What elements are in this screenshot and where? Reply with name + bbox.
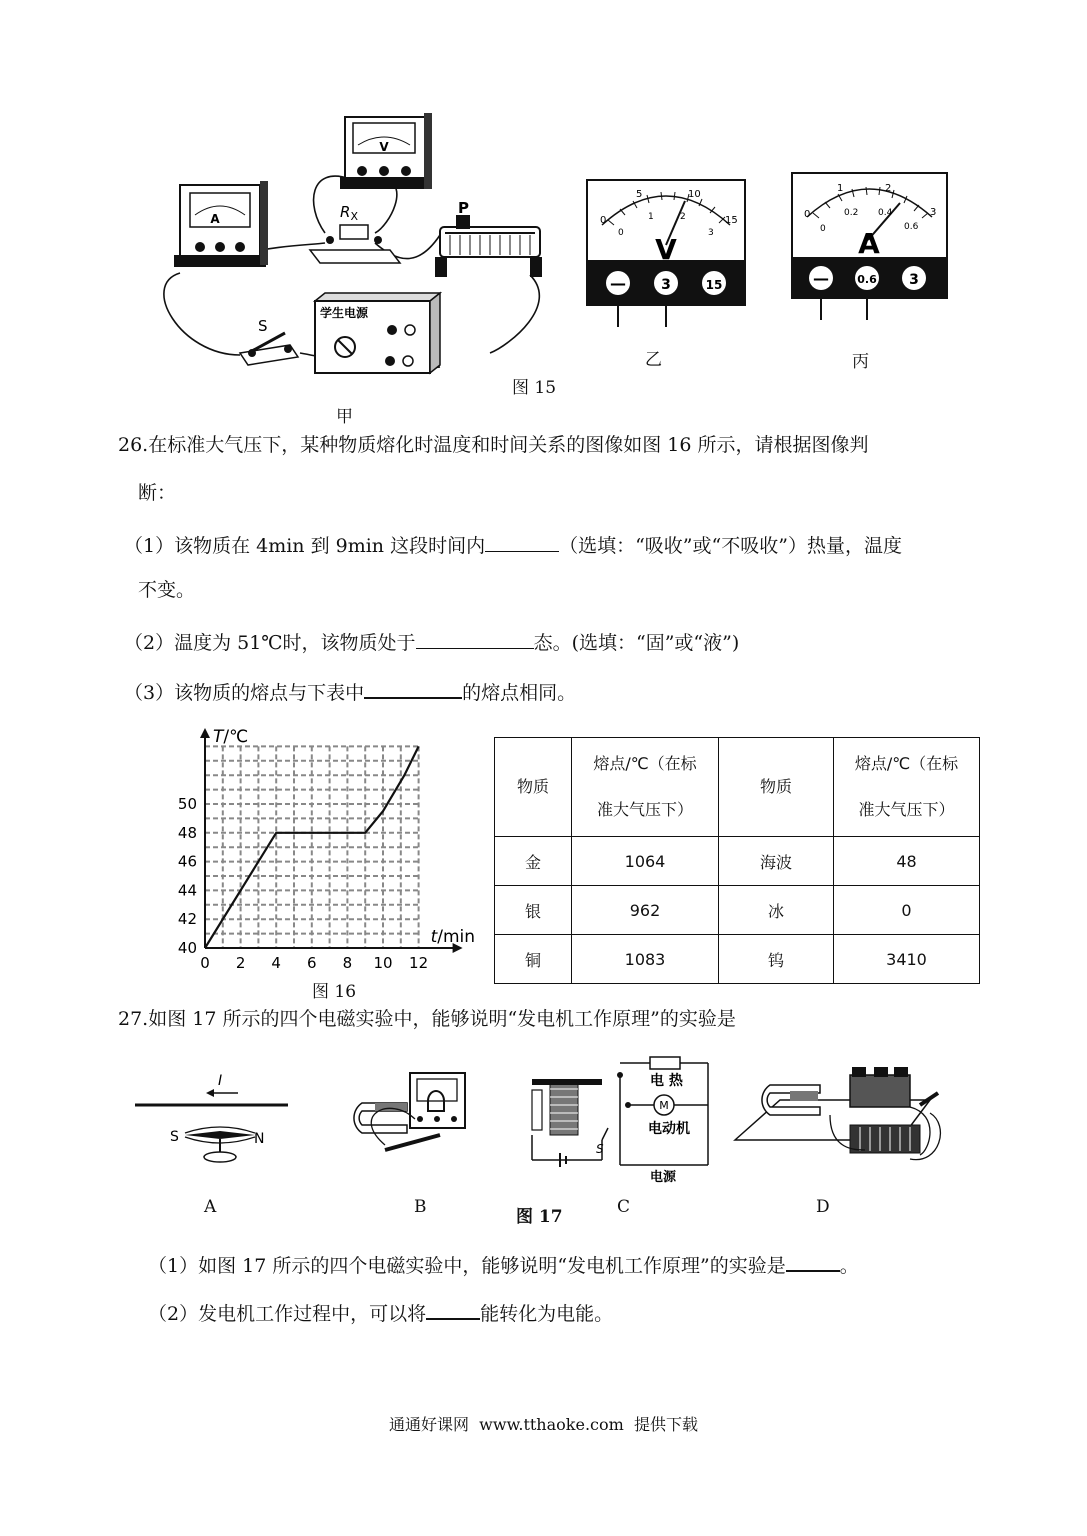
table-header-cell [572,738,719,837]
table-cell: 银 [495,886,572,935]
ammeter-device [174,181,268,267]
figure-17-drawing [130,1055,970,1195]
x-tick-label: 12 [409,954,429,972]
header-line: 准大气压下） [596,800,693,819]
x-tick-label: 10 [373,954,393,972]
p-label: P [458,199,469,217]
q26-part3 [124,679,576,703]
table-row [495,886,980,935]
amp-terminal-neg: — [813,269,829,288]
y-tick-label: 46 [177,852,197,871]
q26-part3-blank[interactable] [364,679,462,699]
source-label: 电源 [650,1170,677,1185]
table-cell: 3410 [834,935,980,984]
experiment-b-drawing [354,1073,465,1150]
amp-outer-tick: 0 [804,209,811,220]
table-cell: 1064 [572,837,719,886]
table-cell: 铜 [495,935,572,984]
power-supply-device [315,293,440,373]
q27-part2 [148,1300,613,1324]
q26-part2-text-b: 态。(选填：“固”或“液”) [533,632,740,654]
y-tick-label: 48 [177,823,197,842]
page-footer: 通通好课网 www.tthaoke.com 提供下载 [389,1415,698,1434]
table-cell: 冰 [719,886,834,935]
y-axis-arrow [200,728,210,738]
experiment-a-drawing [135,1089,288,1162]
rx-label: $R_X$ [340,203,358,223]
power-supply-label: 学生电源 [320,306,369,320]
label-bing: 丙 [852,352,869,372]
volt-terminal-3: 3 [661,277,671,293]
x-tick-label: 0 [200,954,210,972]
rheostat-device [435,215,542,277]
x-axis-label: t/min [430,927,476,947]
q26-part1-text-a: （1）该物质在 4min 到 9min 这段时间内 [124,535,486,557]
y-tick-label: 50 [177,795,197,813]
svg-text:V: V [379,140,389,154]
volt-outer-tick: 15 [725,215,738,226]
q27-stem: 27.如图 17 所示的四个电磁实验中，能够说明“发电机工作原理”的实验是 [118,1008,736,1030]
amp-inner-tick: 0 [820,224,826,234]
amp-inner-tick: 0.6 [904,222,919,232]
q27-part2-blank[interactable] [426,1300,480,1320]
melting-point-table [494,737,980,984]
figure-17-caption: 图 17 [516,1207,563,1227]
header-line: 准大气压下） [858,800,955,819]
volt-inner-tick: 1 [648,212,654,222]
table-cell: 钨 [719,935,834,984]
q27-part1-text-a: （1）如图 17 所示的四个电磁实验中，能够说明“发电机工作原理”的实验是 [148,1255,786,1277]
volt-terminal-15: 15 [705,278,723,292]
q27-part1-blank[interactable] [786,1252,840,1272]
motor-symbol: M [659,1099,669,1112]
volt-outer-tick: 10 [688,189,701,200]
figure-15-caption: 图 15 [512,378,557,398]
x-tick-label: 6 [307,954,317,972]
switch-s [240,333,298,365]
volt-outer-tick: 0 [600,215,607,226]
experiment-b-label: B [414,1197,427,1217]
volt-inner-tick: 2 [680,212,686,222]
label-jia: 甲 [336,407,353,427]
figure-17 [130,1055,970,1195]
q27-part2-text-b: 能转化为电能。 [480,1303,614,1325]
q27-part2-text-a: （2）发电机工作过程中，可以将 [148,1303,427,1325]
q26-part1-line1 [124,533,902,556]
experiment-a-label: A [204,1197,217,1217]
q26-stem-line2: 断： [138,482,177,504]
q26-stem-line1: 26.在标准大气压下，某种物质熔化时温度和时间关系的图像如图 16 所示，请根据图像判 [118,434,869,456]
amp-outer-tick: 1 [837,183,844,194]
ammeter-symbol: A [858,227,880,260]
figure-16-chart [150,720,490,1000]
volt-inner-tick: 0 [618,228,624,238]
table-row [495,837,980,886]
pole-n-label: N [254,1131,265,1147]
amp-outer-tick: 2 [885,183,892,194]
amp-inner-tick: 0.2 [844,208,859,218]
s-label: S [258,317,268,335]
svg-text:A: A [210,212,220,226]
q26-part1-line2: 不变。 [138,579,196,601]
q27-part1 [148,1252,859,1276]
volt-inner-tick: 3 [708,228,714,238]
volt-outer-tick: 5 [636,189,643,200]
amp-outer-tick: 3 [930,207,937,218]
q26-part2-blank[interactable] [416,630,534,649]
table-cell: 48 [834,837,980,886]
x-tick-label: 8 [342,954,353,972]
x-tick-label: 2 [235,954,246,972]
header-line: 熔点/℃（在标 [593,753,697,773]
q26-part2-text-a: （2）温度为 51℃时，该物质处于 [124,632,416,654]
pole-s-label: S [170,1129,179,1145]
amp-inner-tick: 0.4 [878,208,893,218]
voltmeter-device [340,113,432,189]
amp-terminal-0.6: 0.6 [857,273,877,286]
y-tick-label: 44 [177,881,197,900]
q26-part3-text-a: （3）该物质的熔点与下表中 [124,682,365,704]
y-tick-label: 42 [177,910,197,929]
table-header-cell [834,738,980,837]
y-tick-label: 40 [177,939,197,957]
q26-part1-blank[interactable] [485,533,559,552]
q26-part2 [124,630,739,653]
volt-terminal-neg: — [610,274,626,293]
table-cell: 海波 [719,837,834,886]
table-header-row [495,738,980,837]
label-yi: 乙 [645,350,662,370]
switch-label: S [596,1142,604,1156]
current-label: I [218,1073,223,1089]
experiment-d-label: D [816,1197,830,1217]
table-cell: 0 [834,886,980,935]
figure-16-caption: 图 16 [312,982,357,1002]
q26-part3-text-b: 的熔点相同。 [462,682,577,704]
x-tick-label: 4 [271,954,281,972]
header-line: 熔点/℃（在标 [854,753,959,773]
y-axis-label: T/℃ [213,727,249,747]
table-cell: 金 [495,837,572,886]
experiment-c-label: C [617,1197,631,1217]
amp-terminal-3: 3 [909,272,919,288]
table-cell: 962 [572,886,719,935]
voltmeter-symbol: V [655,233,677,266]
table-row [495,935,980,984]
q27-part1-text-b: 。 [839,1255,859,1277]
q26-part1-text-b: （选填：“吸收”或“不吸收”）热量，温度 [559,535,902,557]
motor-label: 电动机 [648,1121,690,1137]
table-header-cell: 物质 [495,738,572,837]
heater-label: 电 热 [650,1073,683,1089]
table-header-cell: 物质 [719,738,834,837]
table-cell: 1083 [572,935,719,984]
experiment-d-drawing [735,1067,940,1160]
